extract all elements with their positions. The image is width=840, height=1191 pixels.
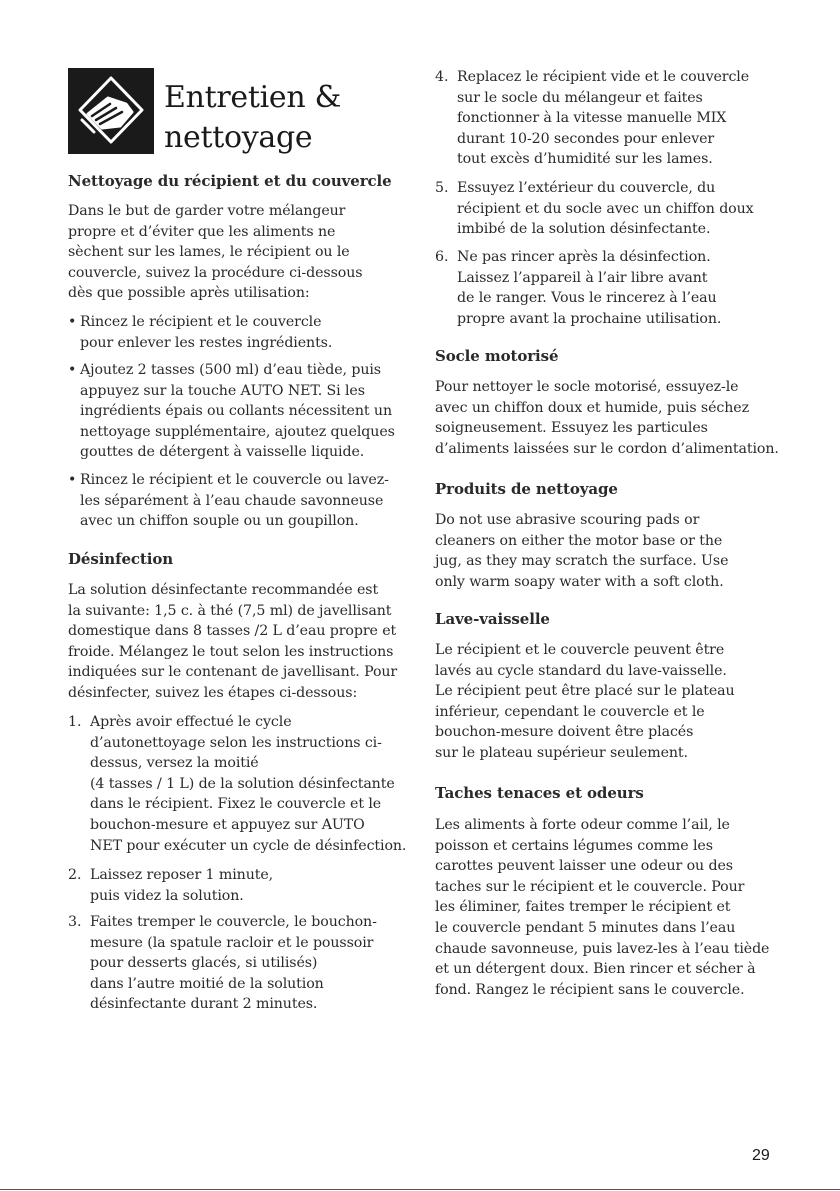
step-number: 4. <box>435 69 449 85</box>
step-item: Laissez reposer 1 minute, puis videz la solution. <box>90 867 274 904</box>
step-number: 3. <box>68 914 82 930</box>
step-item: Replacez le récipient vide et le couvercle sur le socle du mélangeur et faites fonctionner à la vitesse manuelle MIX durant 10-20 secondes pour enlever tout excès d’humidité sur les lames. <box>457 69 750 168</box>
disinfection-intro: La solution désinfectante recommandée est la suivante: 1,5 c. à thé (7,5 ml) de javellisant domestique dans 8 tasses /2 L d’eau propre et froide. Mélangez le tout selon les instructions indiquées sur le contenant de javellisant. Pour désinfecter, suivez les étapes ci-dessous: <box>68 582 398 701</box>
section-heading-cleaning: Nettoyage du récipient et du couvercle <box>68 172 392 190</box>
section-heading-disinfection: Désinfection <box>68 550 174 568</box>
bullet-item: Rincez le récipient et le couvercle ou lavez- les séparément à l’eau chaude savonneuse avec un chiffon souple ou un goupillon. <box>80 472 389 530</box>
step-number: 5. <box>435 180 449 196</box>
step-item: Faites tremper le couvercle, le bouchon- mesure (la spatule racloir et le poussoir pour desserts glacés, si utilisés) dans l’autre moitié de la solution désinfectante durant 2 minutes. <box>90 914 377 1013</box>
bullet-marker: • <box>68 314 77 330</box>
bottom-divider <box>0 1189 840 1190</box>
step-item: Ne pas rincer après la désinfection. Laissez l’appareil à l’air libre avant de le ranger. Vous le rincerez à l’eau propre avant la prochaine utilisation. <box>457 249 722 327</box>
cleaning-intro: Dans le but de garder votre mélangeur propre et d’éviter que les aliments ne sèchent sur les lames, le récipient ou le couvercle, suivez la procédure ci-dessous dès que possible après utilisation: <box>68 203 363 302</box>
cleaning-products-body: Do not use abrasive scouring pads or cleaners on either the motor base or the jug, as they may scratch the surface. Use only warm soapy water with a soft cloth. <box>435 512 729 590</box>
step-item: Essuyez l’extérieur du couvercle, du récipient et du socle avec un chiffon doux imbibé de la solution désinfectante. <box>457 180 754 238</box>
section-heading-motor-base: Socle motorisé <box>435 347 559 365</box>
bullet-marker: • <box>68 362 77 378</box>
section-heading-stains-odours: Taches tenaces et odeurs <box>435 784 644 802</box>
dishwasher-body: Le récipient et le couvercle peuvent être lavés au cycle standard du lave-vaisselle. Le récipient peut être placé sur le plateau inférieur, cependant le couvercle et le bouchon-mesure doivent être placés sur le plateau supérieur seulement. <box>435 642 735 761</box>
section-heading-cleaning-products: Produits de nettoyage <box>435 480 618 498</box>
section-heading-dishwasher: Lave-vaisselle <box>435 610 550 628</box>
step-item: Après avoir effectué le cycle d’autonettoyage selon les instructions ci- dessus, versez la moitié (4 tasses / 1 L) de la solution désinfectante dans le récipient. Fixez le couvercle et le bouchon-mesure et appuyez sur AUTO NET pour exécuter un cycle de désinfection. <box>90 714 407 854</box>
bullet-marker: • <box>68 472 77 488</box>
motor-base-body: Pour nettoyer le socle motorisé, essuyez-le avec un chiffon doux et humide, puis séchez soigneusement. Essuyez les particules d’aliments laissées sur le cordon d’alimentation. <box>435 379 779 457</box>
page-title: Entretien & nettoyage <box>164 80 342 155</box>
page-number: 29 <box>752 1147 770 1164</box>
bullet-item: Rincez le récipient et le couvercle pour enlever les restes ingrédients. <box>80 314 333 351</box>
step-number: 1. <box>68 714 82 730</box>
stains-odours-body: Les aliments à forte odeur comme l’ail, le poisson et certains légumes comme les carottes peuvent laisser une odeur ou des taches sur le récipient et le couvercle. Pour les éliminer, faites tremper le récipient et le couvercle pendant 5 minutes dans l’eau chaude savonneuse, puis lavez-les à l’eau tiède et un détergent doux. Bien rincer et sécher à fond. Rangez le récipient sans le couvercle. <box>435 817 770 998</box>
bullet-item: Ajoutez 2 tasses (500 ml) d’eau tiède, puis appuyez sur la touche AUTO NET. Si les ingrédients épais ou collants nécessitent un nettoyage supplémentaire, ajoutez quelques gouttes de détergent à vaisselle liquide. <box>80 362 395 461</box>
step-number: 2. <box>68 867 82 883</box>
step-number: 6. <box>435 249 449 265</box>
cleaning-hand-icon <box>68 68 154 154</box>
